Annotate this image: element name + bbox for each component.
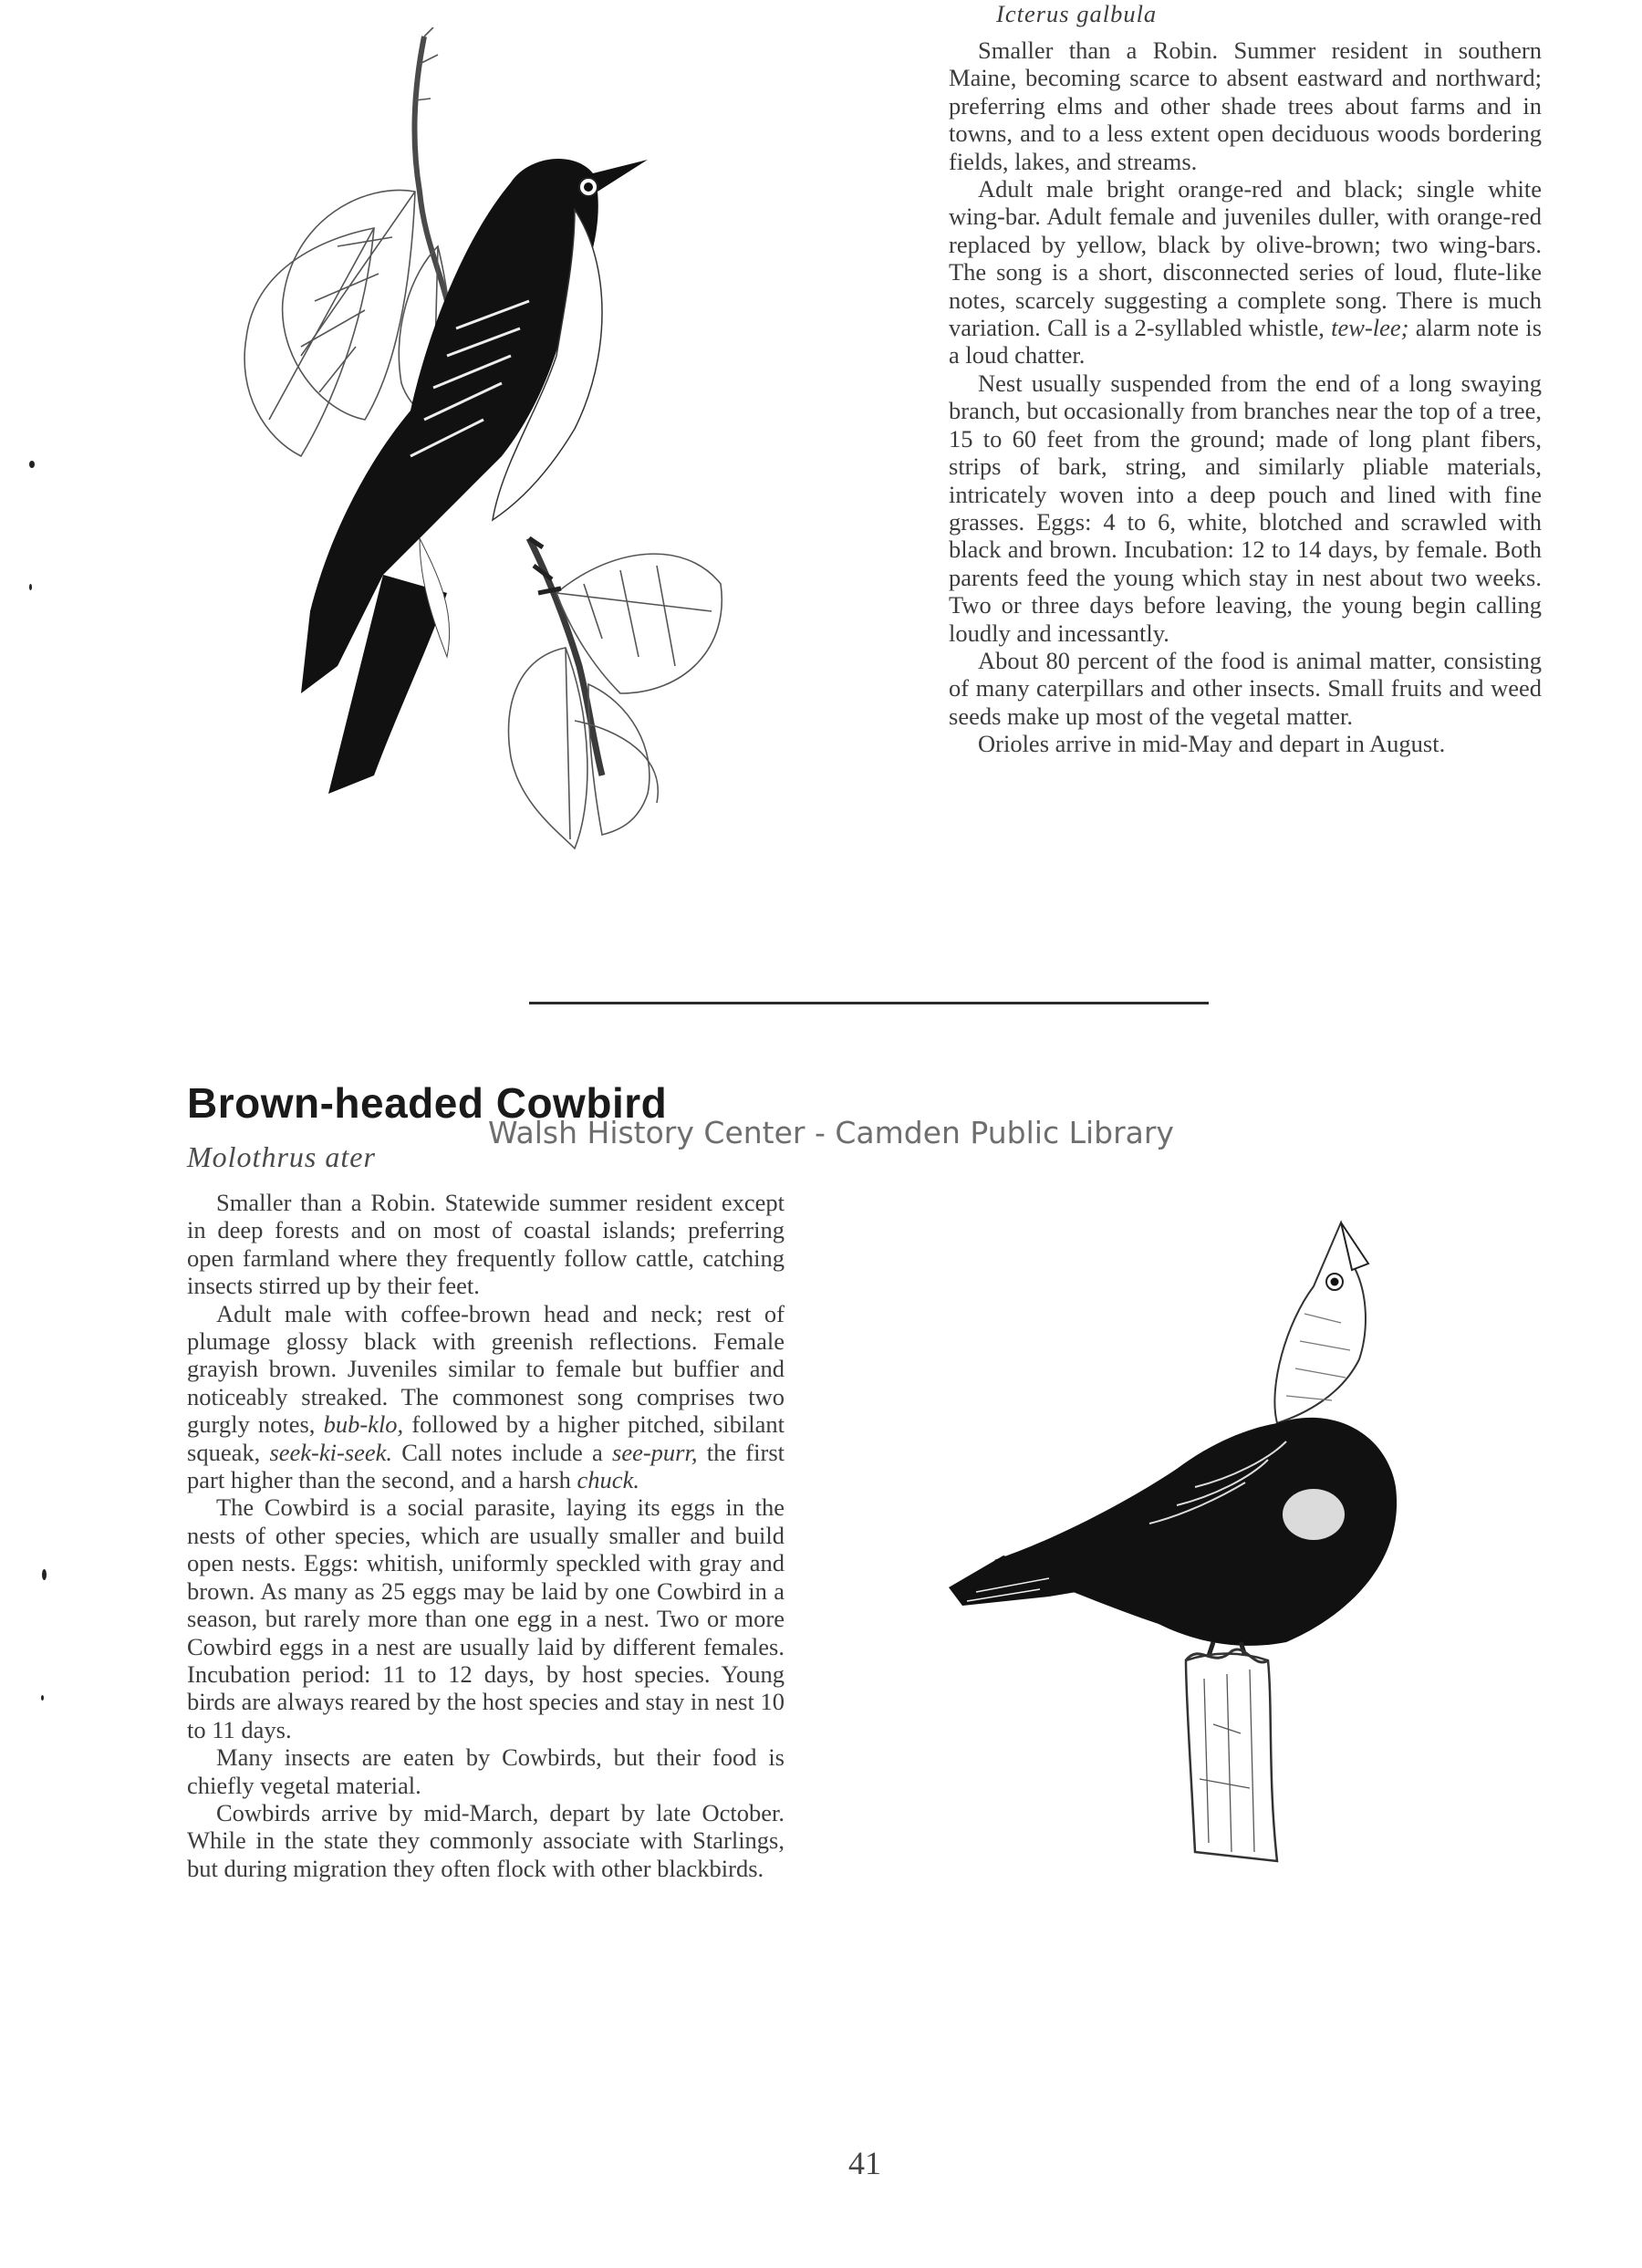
scan-speck [29, 584, 32, 590]
oriole-call-rest: alarm note is a loud chatter. [949, 314, 1543, 369]
scan-speck [42, 1569, 47, 1580]
cowbird-species-name: Molothrus ater [187, 1140, 376, 1173]
cowbird-text [187, 1189, 785, 1882]
cowbird-heading: Brown-headed Cowbird [187, 1079, 668, 1127]
oriole-paragraph-range: Smaller than a Robin. Summer resident in southern Maine, becoming scarce to absent eastward and northward; preferring elms and other shade trees about farms and in towns, and to a less extent open deciduous woods bordering fields, lakes, and streams. [949, 36, 1542, 175]
cowbird-i3: see-purr, [612, 1438, 698, 1466]
oriole-appearance-text: Adult male bright orange-red and black; single white wing-bar. Adult female and juveniles duller, with orange-red replaced by yellow, black by olive-brown; two wing-bars. The song is a short, disconnected series of loud, flute-like notes, scarcely suggesting a complete song. There is much variation. Call is a 2-syllabled whistle, [949, 175, 1542, 342]
cowbird-paragraph-migration: Cowbirds arrive by mid-March, depart by late October. While in the state they commonly associate with Starlings, but during migration they often flock with other blackbirds. [187, 1798, 785, 1882]
oriole-illustration [228, 27, 739, 858]
cowbird-t4: the first part higher than the second, and a harsh [187, 1438, 785, 1494]
scan-speck [29, 461, 35, 468]
oriole-call-italic: tew-lee; [1331, 314, 1409, 342]
scan-speck [41, 1695, 44, 1701]
cowbird-t1: Adult male with coffee-brown head and neck; rest of plumage glossy black with greenish reflections. Female grayish brown. Juveniles similar to female but buffier and noticeably streaked. The commonest song comprises two gurgly notes, [187, 1299, 785, 1439]
cowbird-t2: followed by a higher pitched, sibilant squeak, [187, 1410, 785, 1466]
cowbird-i2: seek-ki-seek. [269, 1438, 393, 1466]
cowbird-paragraph-range: Smaller than a Robin. Statewide summer resident except in deep forests and on most of coastal islands; preferring open farmland where they frequently follow cattle, catching insects stirred up by their feet. [187, 1189, 785, 1300]
oriole-paragraph-food: About 80 percent of the food is animal matter, consisting of many caterpillars and other insects. Small fruits and weed seeds make up most of the vegetal matter. [949, 646, 1542, 730]
cowbird-illustration [940, 1213, 1423, 1879]
watermark: Walsh History Center - Camden Public Library [488, 1115, 1174, 1150]
cowbird-i4: chuck. [577, 1466, 639, 1494]
oriole-species-name: Icterus galbula [996, 0, 1158, 27]
oriole-paragraph-nest: Nest usually suspended from the end of a long swaying branch, but occasionally from branches near the top of a tree, 15 to 60 feet from the ground; made of long plant fibers, strips of bark, string, and similarly pliable materials, intricately woven into a deep pouch and lined with fine grasses. Eggs: 4 to 6, white, blotched and scrawled with black and brown. Incubation: 12 to 14 days, by female. Both parents feed the young which stay in nest about two weeks. Two or three days before leaving, the young begin calling loudly and incessantly. [949, 369, 1542, 647]
oriole-text [949, 0, 1543, 758]
oriole-paragraph-migration: Orioles arrive in mid-May and depart in August. [978, 730, 1446, 758]
oriole-paragraph-appearance [949, 175, 1542, 369]
page-number: 41 [848, 2145, 881, 2181]
section-divider [529, 1002, 1209, 1004]
cowbird-paragraph-appearance [187, 1300, 785, 1494]
cowbird-t3: Call notes include a [392, 1438, 613, 1466]
cowbird-paragraph-parasite: The Cowbird is a social parasite, laying its eggs in the nests of other species, which are usually smaller and build open nests. Eggs: whitish, uniformly speckled with gray and brown. As many as 25 eggs may be laid by one Cowbird in a season, but rarely more than one egg in a nest. Two or more Cowbird eggs in a nest are usually laid by different females. Incubation period: 11 to 12 days, by host species. Young birds are always reared by the host species and stay in nest 10 to 11 days. [187, 1493, 785, 1743]
cowbird-paragraph-food: Many insects are eaten by Cowbirds, but their food is chiefly vegetal material. [187, 1743, 785, 1799]
cowbird-i1: bub-klo, [323, 1410, 404, 1439]
